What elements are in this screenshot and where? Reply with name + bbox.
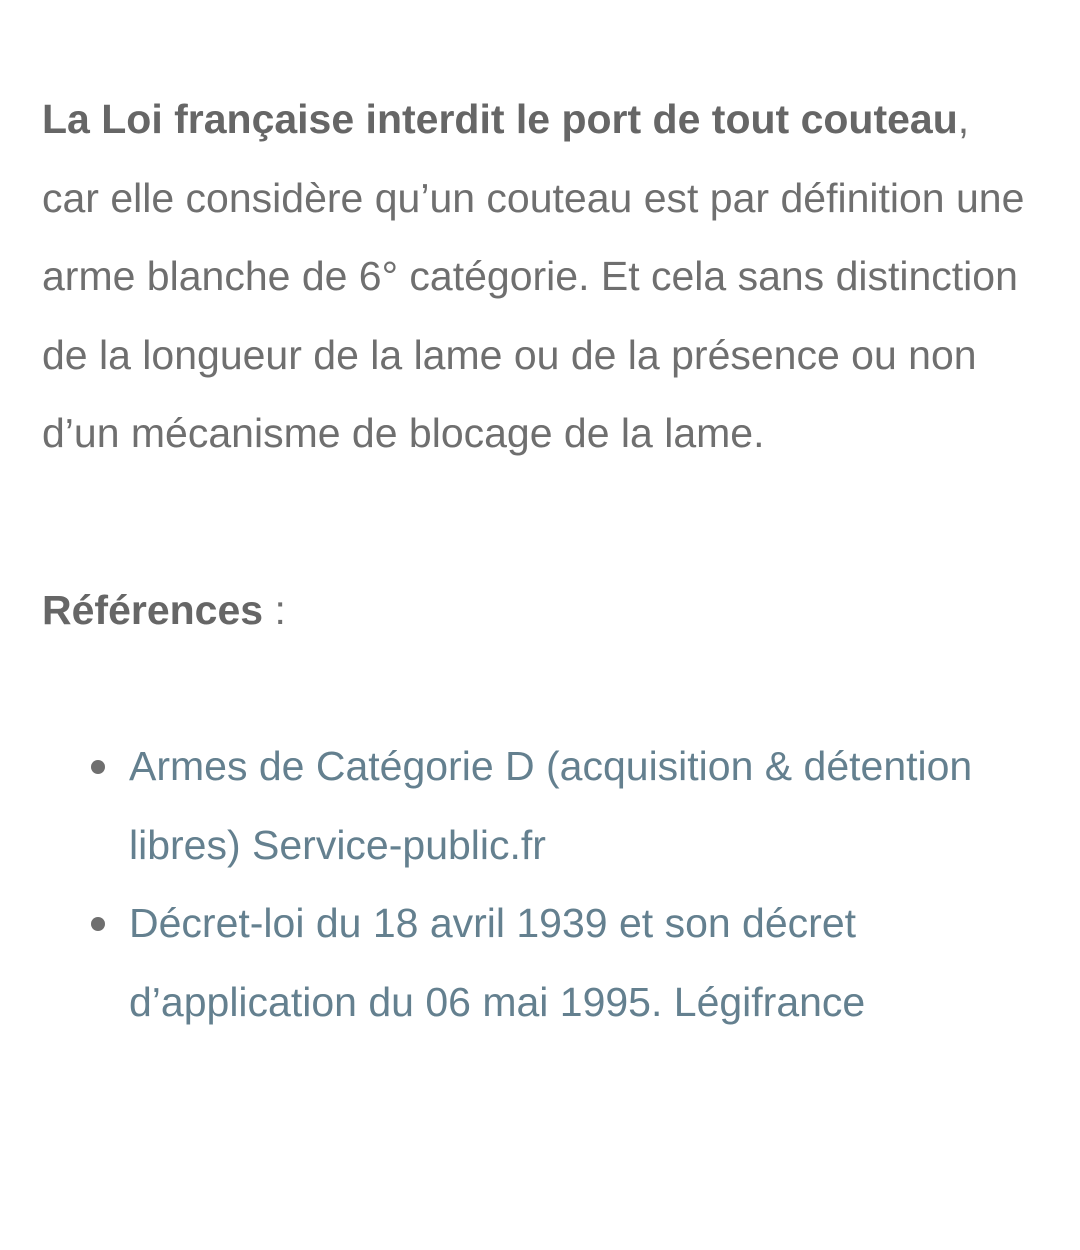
references-list bbox=[42, 727, 1032, 1041]
bullet-icon bbox=[91, 917, 105, 931]
references-heading-label: Références bbox=[42, 586, 264, 633]
intro-bold-text: La Loi française interdit le port de tout couteau bbox=[42, 96, 958, 142]
article-content bbox=[42, 80, 1032, 1041]
reference-item-service-public bbox=[129, 727, 1032, 884]
reference-link-service-public[interactable]: Armes de Catégorie D (acquisition & détention libres) Service-public.fr bbox=[129, 743, 973, 868]
bullet-icon bbox=[91, 760, 105, 774]
references-heading bbox=[42, 571, 1032, 650]
references-heading-suffix: : bbox=[263, 586, 286, 633]
intro-text: , car elle considère qu’un couteau est par définition une arme blanche de 6° catégorie. Et cela sans distinction de la longueur de la lame ou de la présence ou non d’un mécanisme de blocage de la lame. bbox=[42, 96, 1025, 456]
intro-paragraph bbox=[42, 80, 1032, 473]
reference-link-legifrance[interactable]: Décret-loi du 18 avril 1939 et son décret d’application du 06 mai 1995. Légifrance bbox=[129, 900, 866, 1025]
reference-item-legifrance bbox=[129, 884, 1032, 1041]
